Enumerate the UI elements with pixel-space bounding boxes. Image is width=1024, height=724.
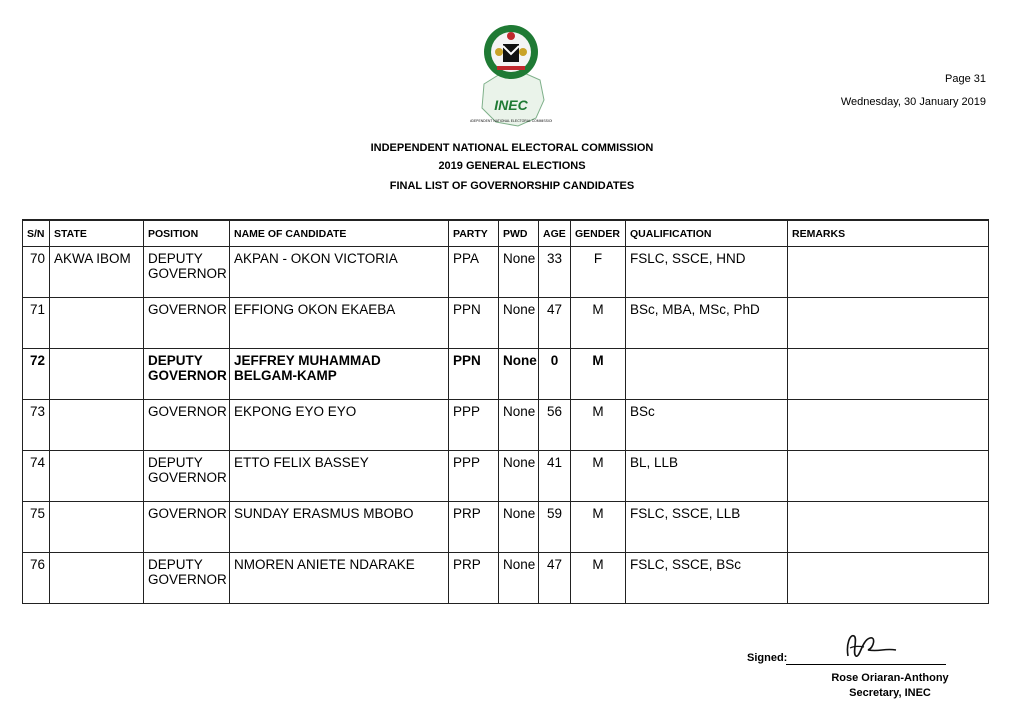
candidates-table xyxy=(22,219,989,604)
table-row xyxy=(23,349,989,400)
cell-party: PRP xyxy=(449,502,499,553)
cell-sn: 74 xyxy=(23,451,50,502)
cell-position: DEPUTY GOVERNOR xyxy=(144,553,230,604)
cell-position: DEPUTY GOVERNOR xyxy=(144,451,230,502)
cell-name: NMOREN ANIETE NDARAKE xyxy=(230,553,449,604)
logo-subtext: INDEPENDENT NATIONAL ELECTORAL COMMISSION xyxy=(470,119,552,123)
cell-name: EKPONG EYO EYO xyxy=(230,400,449,451)
table-row xyxy=(23,553,989,604)
cell-name: SUNDAY ERASMUS MBOBO xyxy=(230,502,449,553)
cell-sn: 73 xyxy=(23,400,50,451)
table-row xyxy=(23,451,989,502)
cell-pwd: None xyxy=(499,553,539,604)
cell-name: ETTO FELIX BASSEY xyxy=(230,451,449,502)
cell-name: AKPAN - OKON VICTORIA xyxy=(230,247,449,298)
cell-position: DEPUTY GOVERNOR xyxy=(144,247,230,298)
election-title: 2019 GENERAL ELECTIONS xyxy=(438,160,586,172)
cell-position: GOVERNOR xyxy=(144,400,230,451)
cell-pwd: None xyxy=(499,247,539,298)
cell-state xyxy=(50,349,144,400)
cell-gender: M xyxy=(571,502,626,553)
cell-gender: M xyxy=(571,400,626,451)
cell-party: PPA xyxy=(449,247,499,298)
cell-qualification: FSLC, SSCE, LLB xyxy=(626,502,788,553)
cell-remarks xyxy=(788,502,989,553)
col-position: POSITION xyxy=(144,220,230,247)
cell-party: PPN xyxy=(449,298,499,349)
signer-title: Secretary, INEC xyxy=(849,687,931,699)
cell-age: 56 xyxy=(539,400,571,451)
commission-title: INDEPENDENT NATIONAL ELECTORAL COMMISSION xyxy=(370,142,654,154)
cell-age: 0 xyxy=(539,349,571,400)
cell-sn: 71 xyxy=(23,298,50,349)
cell-sn: 70 xyxy=(23,247,50,298)
table-row xyxy=(23,502,989,553)
cell-qualification xyxy=(626,349,788,400)
cell-name: EFFIONG OKON EKAEBA xyxy=(230,298,449,349)
cell-party: PPP xyxy=(449,400,499,451)
cell-remarks xyxy=(788,298,989,349)
signature-image xyxy=(840,626,900,666)
cell-position: GOVERNOR xyxy=(144,502,230,553)
cell-remarks xyxy=(788,400,989,451)
cell-party: PPP xyxy=(449,451,499,502)
cell-qualification: FSLC, SSCE, HND xyxy=(626,247,788,298)
cell-qualification: BSc xyxy=(626,400,788,451)
list-title: FINAL LIST OF GOVERNORSHIP CANDIDATES xyxy=(389,180,635,192)
cell-remarks xyxy=(788,451,989,502)
cell-name: JEFFREY MUHAMMAD BELGAM-KAMP xyxy=(230,349,449,400)
cell-state xyxy=(50,298,144,349)
cell-qualification: BSc, MBA, MSc, PhD xyxy=(626,298,788,349)
cell-position: DEPUTY GOVERNOR xyxy=(144,349,230,400)
cell-gender: M xyxy=(571,298,626,349)
cell-state xyxy=(50,502,144,553)
cell-age: 47 xyxy=(539,553,571,604)
table-header xyxy=(23,220,989,247)
cell-state: AKWA IBOM xyxy=(50,247,144,298)
cell-gender: F xyxy=(571,247,626,298)
cell-pwd: None xyxy=(499,502,539,553)
col-remarks: REMARKS xyxy=(788,220,989,247)
cell-state xyxy=(50,553,144,604)
page-number: Page 31 xyxy=(945,73,986,85)
signed-label: Signed: xyxy=(747,652,788,664)
logo-text: INEC xyxy=(494,97,528,113)
cell-qualification: BL, LLB xyxy=(626,451,788,502)
report-date: Wednesday, 30 January 2019 xyxy=(840,96,986,108)
cell-state xyxy=(50,400,144,451)
cell-pwd: None xyxy=(499,298,539,349)
col-party: PARTY xyxy=(449,220,499,247)
cell-remarks xyxy=(788,553,989,604)
cell-pwd: None xyxy=(499,451,539,502)
cell-position: GOVERNOR xyxy=(144,298,230,349)
cell-pwd: None xyxy=(499,400,539,451)
table-row xyxy=(23,298,989,349)
cell-sn: 75 xyxy=(23,502,50,553)
cell-qualification: FSLC, SSCE, BSc xyxy=(626,553,788,604)
cell-sn: 76 xyxy=(23,553,50,604)
inec-logo xyxy=(470,22,552,140)
cell-party: PRP xyxy=(449,553,499,604)
signer-name: Rose Oriaran-Anthony xyxy=(831,672,949,684)
cell-remarks xyxy=(788,349,989,400)
cell-age: 47 xyxy=(539,298,571,349)
col-age: AGE xyxy=(539,220,571,247)
cell-age: 59 xyxy=(539,502,571,553)
col-qualification: QUALIFICATION xyxy=(626,220,788,247)
table-row xyxy=(23,247,989,298)
cell-gender: M xyxy=(571,553,626,604)
col-sn: S/N xyxy=(23,220,50,247)
cell-age: 33 xyxy=(539,247,571,298)
table-row xyxy=(23,400,989,451)
cell-party: PPN xyxy=(449,349,499,400)
col-state: STATE xyxy=(50,220,144,247)
cell-age: 41 xyxy=(539,451,571,502)
cell-gender: M xyxy=(571,451,626,502)
col-gender: GENDER xyxy=(571,220,626,247)
cell-pwd: None xyxy=(499,349,539,400)
cell-remarks xyxy=(788,247,989,298)
cell-gender: M xyxy=(571,349,626,400)
col-pwd: PWD xyxy=(499,220,539,247)
col-name: NAME OF CANDIDATE xyxy=(230,220,449,247)
cell-sn: 72 xyxy=(23,349,50,400)
cell-state xyxy=(50,451,144,502)
